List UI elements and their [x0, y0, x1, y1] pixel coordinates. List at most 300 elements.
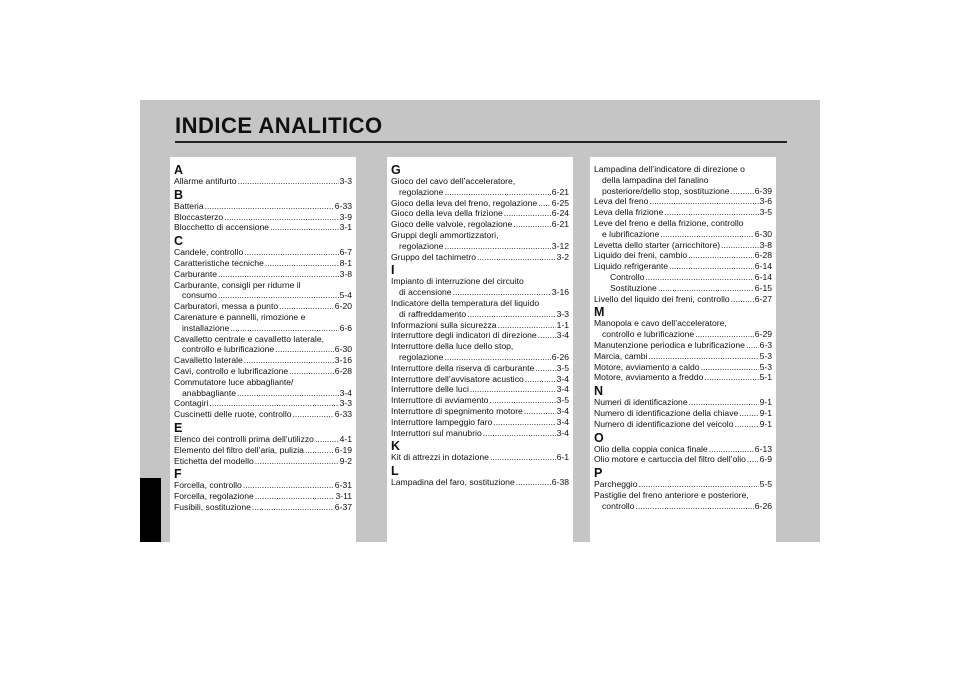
index-entry-text: Lampadina del faro, sostituzione [391, 477, 515, 488]
index-entry [391, 352, 569, 363]
index-entry-text: Caratteristiche tecniche [174, 257, 264, 268]
dot-leader [490, 452, 556, 463]
index-entry-text: Gioco della leva della frizione [391, 208, 503, 219]
index-entry [174, 212, 352, 223]
index-letter-heading: B [174, 187, 184, 202]
dot-leader [224, 212, 338, 223]
index-entry-text: Etichetta del modello [174, 455, 254, 466]
index-entry-text: Motore, avviamento a freddo [594, 372, 704, 383]
index-entry-text: Indicatore della temperatura del liquido [391, 297, 540, 308]
dot-leader [275, 344, 334, 355]
dot-leader [731, 294, 754, 305]
index-entry [391, 241, 569, 252]
index-entry [174, 201, 352, 212]
page-reference: 3-5 [759, 207, 772, 218]
dot-leader [504, 208, 551, 219]
page-reference: 3-16 [334, 355, 352, 366]
index-entry-text: controllo [602, 500, 635, 511]
page-reference: 3-9 [339, 211, 352, 222]
index-entry-text: Interruttore di avviamento [391, 395, 489, 406]
index-entry-line [174, 334, 352, 345]
index-entry [594, 362, 772, 373]
index-entry-line [174, 377, 352, 388]
dot-leader [721, 240, 758, 251]
index-entry-text: Interruttore dell’avvisatore acustico [391, 373, 524, 384]
index-entry [174, 323, 352, 334]
page-reference: 3-3 [339, 176, 352, 186]
index-entry [174, 301, 352, 312]
index-entry-text: Cavalletto laterale [174, 355, 243, 366]
page-reference: 9-1 [759, 397, 772, 408]
dot-leader [704, 372, 758, 383]
index-entry [174, 258, 352, 269]
page-reference: 1-1 [556, 319, 569, 330]
index-column-1 [170, 157, 356, 549]
dot-leader [648, 351, 758, 362]
index-entry-text: Allarme antifurto [174, 176, 237, 186]
index-entry-text: Gruppi degli ammortizzatori, [391, 229, 499, 240]
index-entry-text: regolazione [399, 351, 444, 362]
index-entry-text: Liquido refrigerante [594, 261, 669, 272]
index-entry-text: Gioco delle valvole, regolazione [391, 219, 513, 230]
index-entry-text: Lampadina dell’indicatore di direzione o [594, 164, 745, 174]
index-entry [174, 398, 352, 409]
dot-leader [218, 269, 339, 280]
dot-leader [513, 219, 550, 230]
index-entry [174, 445, 352, 456]
index-entry-line [594, 218, 772, 229]
page-reference: 6-28 [334, 365, 352, 376]
dot-leader [255, 456, 339, 467]
index-entry-text: Forcella, regolazione [174, 491, 254, 502]
page-reference: 3-4 [556, 384, 569, 395]
index-entry [594, 283, 772, 294]
dot-leader [289, 366, 334, 377]
index-entry [594, 444, 772, 455]
page-reference: 3-1 [339, 222, 352, 233]
page-reference: 5-1 [759, 372, 772, 383]
index-entry [391, 406, 569, 417]
index-entry [391, 320, 569, 331]
page-reference: 3-8 [759, 239, 772, 250]
dot-leader [709, 444, 754, 455]
index-entry-text: Gioco della leva del freno, regolazione [391, 197, 538, 208]
index-entry [391, 208, 569, 219]
index-entry-text: Contagiri [174, 398, 209, 409]
page-reference: 6-37 [334, 501, 352, 512]
dot-leader [305, 445, 334, 456]
index-entry-text: Pastiglie del freno anteriore e posteriore, [594, 489, 749, 500]
index-entry [174, 290, 352, 301]
index-entry-text: Cavalletto centrale e cavalletto laterale, [174, 333, 324, 344]
index-entry [391, 417, 569, 428]
index-entry [174, 480, 352, 491]
index-entry [391, 309, 569, 320]
index-entry-text: Forcella, controllo [174, 480, 242, 491]
index-entry [391, 363, 569, 374]
dot-leader [525, 374, 556, 385]
index-entry-text: Fusibili, sostituzione [174, 501, 251, 512]
index-entry-text: della lampadina del fanalino [602, 174, 709, 185]
index-entry-text: Elemento del filtro dell’aria, pulizia [174, 444, 304, 455]
index-entry-text: Impianto di interruzione del circuito [391, 276, 524, 287]
index-entry-text: Parcheggio [594, 479, 638, 490]
index-entry [594, 419, 772, 430]
page-reference: 3-4 [556, 416, 569, 427]
index-entry [391, 384, 569, 395]
index-letter-heading: C [174, 234, 184, 249]
index-entry [174, 491, 352, 502]
index-entry-text: Leva del freno [594, 196, 649, 207]
page-reference: 6-3 [759, 339, 772, 350]
page-reference: 5-4 [339, 290, 352, 301]
page-reference: 6-7 [339, 247, 352, 258]
page-reference: 6-26 [754, 500, 772, 511]
index-entry-line [174, 312, 352, 323]
index-entry-text: Sostituzione [610, 282, 657, 293]
page-reference: 4-1 [339, 433, 352, 444]
index-entry-text: Candele, controllo [174, 247, 244, 258]
index-entry-text: di raffreddamento [399, 308, 467, 319]
index-entry-text: di accensione [399, 287, 452, 298]
dot-leader [265, 258, 339, 269]
dot-leader [746, 340, 759, 351]
index-entry [594, 340, 772, 351]
page-reference: 3-4 [556, 427, 569, 438]
index-entry-text: posteriore/dello stop, sostituzione [602, 185, 730, 196]
index-entry-text: Cuscinetti delle ruote, controllo [174, 409, 292, 420]
dot-leader [516, 477, 551, 488]
index-entry-line [391, 230, 569, 241]
dot-leader [444, 241, 550, 252]
page-reference: 3-4 [339, 387, 352, 398]
index-entry-text: controllo e lubrificazione [182, 344, 275, 355]
index-entry-text: Interruttore della riserva di carburante [391, 362, 535, 373]
index-entry-text: Carburante, consigli per ridurne il [174, 279, 301, 290]
index-letter-heading: I [391, 263, 395, 278]
dot-leader [664, 207, 758, 218]
dot-leader [205, 201, 334, 212]
index-entry-text: Leve del freno e della frizione, controllo [594, 217, 744, 228]
page-reference: 9-2 [339, 455, 352, 466]
page-reference: 3-5 [556, 362, 569, 373]
index-entry-text: Numero di identificazione del veicolo [594, 418, 734, 429]
index-entry-line [391, 341, 569, 352]
index-entry [391, 287, 569, 298]
dot-leader [688, 250, 754, 261]
index-entry [174, 502, 352, 513]
page-reference: 6-39 [754, 185, 772, 196]
index-letter-heading: G [391, 163, 401, 177]
index-entry [594, 261, 772, 272]
index-letter-heading: N [594, 384, 604, 399]
index-entry [174, 269, 352, 280]
dot-leader [635, 501, 753, 512]
index-entry [594, 229, 772, 240]
dot-leader [218, 290, 339, 301]
index-entry-text: Blocchetto di accensione [174, 222, 270, 233]
index-entry-text: Motore, avviamento a caldo [594, 361, 700, 372]
dot-leader [238, 176, 339, 187]
index-entry [391, 452, 569, 463]
dot-leader [658, 283, 754, 294]
page-reference: 6-33 [334, 409, 352, 420]
dot-leader [270, 222, 339, 233]
page-reference: 8-1 [339, 257, 352, 268]
index-entry-text: Manutenzione periodica e lubrificazione [594, 339, 745, 350]
index-entry [594, 501, 772, 512]
dot-leader [477, 252, 556, 263]
index-entry-line [391, 276, 569, 287]
dot-leader [735, 419, 759, 430]
index-column-2 [387, 157, 573, 549]
page-reference: 3-4 [556, 373, 569, 384]
index-entry [174, 456, 352, 467]
index-entry-text: Interruttore delle luci [391, 384, 469, 395]
dot-leader [695, 329, 754, 340]
index-entry [174, 247, 352, 258]
index-letter-heading: K [391, 439, 401, 454]
index-entry-text: Carburante [174, 268, 217, 279]
index-entry-text: installazione [182, 322, 230, 333]
page-reference: 6-15 [754, 282, 772, 293]
page-reference: 3-12 [551, 240, 569, 251]
index-entry-text: Livello del liquido dei freni, controllo [594, 293, 730, 304]
page-reference: 6-1 [556, 452, 569, 463]
dot-leader [538, 198, 551, 209]
index-entry-text: Gioco del cavo dell’acceleratore, [391, 176, 516, 186]
index-entry-text: Carenature e pannelli, rimozione e [174, 311, 306, 322]
index-entry-text: Olio della coppia conica finale [594, 443, 708, 454]
index-entry-text: Marcia, cambi [594, 350, 648, 361]
page-reference: 3-11 [335, 491, 352, 502]
dot-leader [209, 398, 338, 409]
index-entry [391, 252, 569, 263]
page-reference: 6-9 [759, 454, 772, 465]
page-reference: 6-31 [334, 480, 352, 491]
dot-leader [538, 330, 556, 341]
page-reference: 6-30 [334, 344, 352, 355]
index-entry [174, 388, 352, 399]
index-letter-heading: M [594, 305, 605, 320]
index-entry-text: Bloccasterzo [174, 211, 224, 222]
index-entry-line [594, 175, 772, 186]
page-reference: 6-29 [754, 329, 772, 340]
page-reference: 9-1 [759, 418, 772, 429]
page-reference: 6-21 [551, 186, 569, 197]
dot-leader [638, 479, 758, 490]
dot-leader [467, 309, 555, 320]
index-entry-text: Carburatori, messa a punto [174, 301, 279, 312]
dot-leader [315, 434, 339, 445]
dot-leader [252, 502, 334, 513]
index-entry-text: Commutatore luce abbagliante/ [174, 376, 294, 387]
dot-leader [237, 388, 339, 399]
dot-leader [244, 247, 338, 258]
dot-leader [747, 454, 759, 465]
dot-leader [669, 261, 754, 272]
index-entry-text: Liquido dei freni, cambio [594, 250, 688, 261]
index-entry-text: Kit di attrezzi in dotazione [391, 452, 489, 463]
page-reference: 9-1 [759, 407, 772, 418]
index-letter-heading: F [174, 467, 182, 482]
index-entry-text: Controllo [610, 271, 645, 282]
index-column-3 [590, 157, 776, 549]
index-entry [391, 330, 569, 341]
page-reference: 6-28 [754, 250, 772, 261]
index-entry-text: Interruttore di spegnimento motore [391, 405, 523, 416]
index-entry-text: Interruttore lampeggio faro [391, 416, 493, 427]
page-title: INDICE ANALITICO [175, 113, 383, 138]
page-reference: 6-13 [754, 443, 772, 454]
page-reference: 3-2 [556, 251, 569, 262]
dot-leader [230, 323, 338, 334]
index-entry [594, 272, 772, 283]
index-entry [174, 434, 352, 445]
index-entry-text: regolazione [399, 186, 444, 197]
index-entry-line [391, 176, 569, 187]
index-entry-text: anabbagliante [182, 387, 237, 398]
page-reference: 6-20 [334, 301, 352, 312]
dot-leader [444, 187, 550, 198]
index-entry-line [594, 318, 772, 329]
dot-leader [701, 362, 759, 373]
index-entry-text: Levetta dello starter (arricchitore) [594, 239, 721, 250]
dot-leader [293, 409, 334, 420]
index-entry-line [594, 164, 772, 175]
index-entry [594, 207, 772, 218]
index-entry-text: Gruppo del tachimetro [391, 251, 477, 262]
index-entry-line [174, 280, 352, 291]
index-entry [174, 409, 352, 420]
dot-leader [470, 384, 556, 395]
dot-leader [444, 352, 550, 363]
page-reference: 6-19 [334, 444, 352, 455]
page-reference: 5-3 [759, 361, 772, 372]
dot-leader [731, 186, 754, 197]
dot-leader [279, 301, 334, 312]
index-entry-line [594, 490, 772, 501]
index-entry [594, 408, 772, 419]
index-entry [594, 250, 772, 261]
index-entry [594, 196, 772, 207]
index-entry [594, 329, 772, 340]
dot-leader [739, 408, 758, 419]
page-reference: 3-4 [556, 405, 569, 416]
page-reference: 6-26 [551, 351, 569, 362]
dot-leader [660, 229, 753, 240]
dot-leader [244, 355, 334, 366]
index-entry-line [391, 298, 569, 309]
index-entry-text: Elenco dei controlli prima dell’utilizzo [174, 433, 314, 444]
index-entry-text: Leva della frizione [594, 207, 664, 218]
page-reference: 6-6 [339, 322, 352, 333]
page-reference: 3-4 [556, 330, 569, 341]
index-entry [391, 428, 569, 439]
index-entry-text: regolazione [399, 240, 444, 251]
index-entry [594, 294, 772, 305]
dot-leader [498, 320, 556, 331]
index-entry [174, 222, 352, 233]
dot-leader [645, 272, 753, 283]
index-entry [391, 374, 569, 385]
index-entry [174, 344, 352, 355]
index-entry [594, 479, 772, 490]
page-reference: 6-25 [551, 197, 569, 208]
dot-leader [649, 196, 758, 207]
page-reference: 5-3 [759, 350, 772, 361]
page-reference: 6-33 [334, 200, 352, 211]
index-entry [174, 366, 352, 377]
dot-leader [689, 397, 759, 408]
index-entry-text: Olio motore e cartuccia del filtro dell’olio [594, 454, 746, 465]
dot-leader [493, 417, 555, 428]
index-entry-text: Interruttore della luce dello stop, [391, 341, 514, 352]
dot-leader [243, 480, 334, 491]
index-entry [594, 186, 772, 197]
index-entry [174, 176, 352, 187]
page-reference: 6-27 [754, 293, 772, 304]
page-reference: 6-24 [551, 208, 569, 219]
page-reference: 5-5 [759, 479, 772, 490]
index-letter-heading: A [174, 163, 184, 177]
page-reference: 3-6 [759, 196, 772, 207]
index-entry [594, 397, 772, 408]
index-entry-text: Interruttori sul manubrio [391, 427, 482, 438]
index-entry [391, 198, 569, 209]
dot-leader [483, 428, 556, 439]
page-reference: 3-3 [339, 398, 352, 409]
dot-leader [535, 363, 555, 374]
page-reference: 6-38 [551, 477, 569, 488]
index-letter-heading: P [594, 466, 603, 481]
page-reference: 3-8 [339, 268, 352, 279]
index-entry [594, 372, 772, 383]
page-reference: 6-14 [754, 271, 772, 282]
index-entry-text: Cavi, controllo e lubrificazione [174, 365, 289, 376]
page-reference: 6-21 [551, 219, 569, 230]
index-letter-heading: L [391, 464, 399, 479]
index-letter-heading: E [174, 420, 183, 435]
dot-leader [453, 287, 551, 298]
page-reference: 3-3 [556, 308, 569, 319]
title-rule [175, 141, 787, 143]
index-entry-text: Numero di identificazione della chiave [594, 407, 739, 418]
index-letter-heading: O [594, 430, 604, 445]
index-entry-text: Batteria [174, 200, 204, 211]
index-entry [174, 355, 352, 366]
index-entry-text: consumo [182, 290, 217, 301]
index-entry [594, 454, 772, 465]
index-entry-text: Manopola e cavo dell’acceleratore, [594, 318, 727, 329]
index-entry [594, 351, 772, 362]
page-reference: 6-14 [754, 261, 772, 272]
dot-leader [255, 491, 335, 502]
index-entry [594, 240, 772, 251]
index-entry-text: Numeri di identificazione [594, 397, 688, 408]
index-entry [391, 187, 569, 198]
page-reference: 6-30 [754, 228, 772, 239]
index-entry [391, 219, 569, 230]
chapter-tab [140, 478, 161, 542]
index-entry-text: Informazioni sulla sicurezza [391, 319, 497, 330]
index-entry-text: Interruttore degli indicatori di direzione [391, 330, 537, 341]
page-reference: 3-16 [551, 287, 569, 298]
index-entry-text: e lubrificazione [602, 228, 660, 239]
page-reference: 3-5 [556, 395, 569, 406]
dot-leader [524, 406, 556, 417]
index-entry [391, 477, 569, 488]
